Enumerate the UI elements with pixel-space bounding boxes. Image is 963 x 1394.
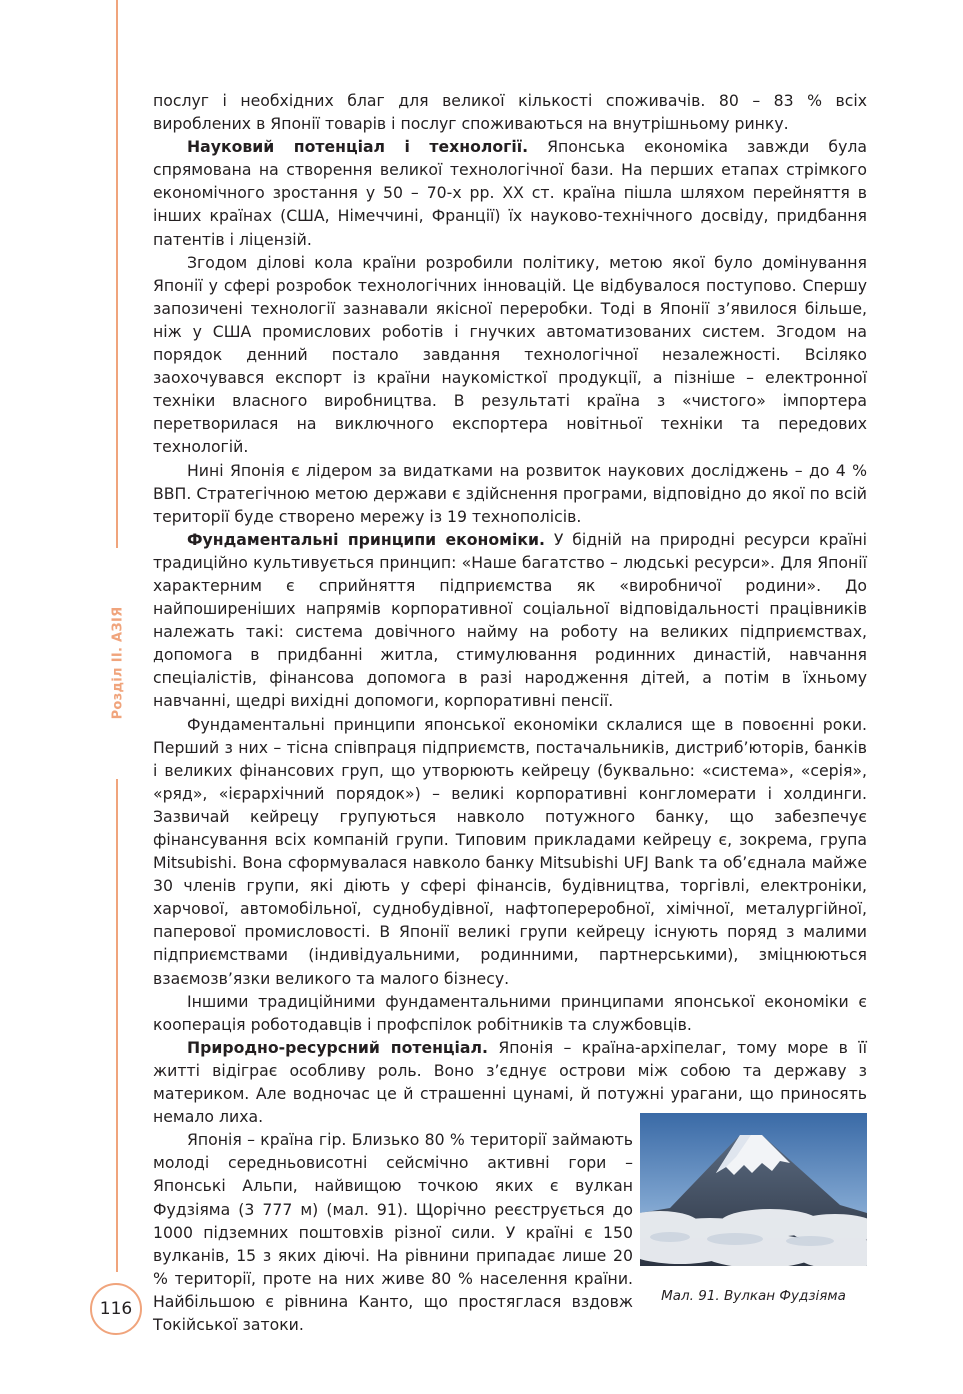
paragraph: Фундаментальні принципи японської економіки склалися ще в повоєнні роки. Перший з них – тісна співпраця підприємств, постачальників, дистриб’юторів, банків і великих фінансових груп, що утворюють кейрецу (буквально: «система», «серія», «ряд», «ієрархічний порядок») – великі корпоративні конгломерати і холдинги. Зазвичай кейрецу групуються навколо потужного банку, що забезпечує фінансування всіх компаній групи. Типовим прикладами кейрецу є, зокрема, група Mitsubishi. Вона сформувалася навколо банку Mitsubishi UFJ Bank та об’єднала майже 30 членів групи, які діють у сфері фінансів, будівництва, торгівлі, електроніки, харчової, автомобільної, суднобудівної, нафтопереробної, хімічної, металургійної, паперової промисловості. В Японії великі групи кейрецу існують поряд з малими підприємствами (індивідуальними, родинними, партнерськими), зміцнюються взаємозв’язки великого та малого бізнесу. (153, 714, 867, 988)
sidebar-rule-top (116, 0, 118, 548)
paragraph: Природно-ресурсний потенціал. Японія – країна-архіпелаг, тому море в її житті відіграє особливу роль. Воно з’єднує острови між собою та державу з материком. Але водночас це й страшенні цунамі, й потужні урагани, що приносять немало лиха. (153, 1037, 868, 1127)
paragraph: Іншими традиційними фундаментальними принципами японської економіки є кооперація роботодавців і профспілок робітників та службовців. (153, 991, 867, 1034)
paragraph-heading: Природно-ресурсний потенціал. (187, 1037, 488, 1057)
paragraph: Фундаментальні принципи економіки. У бідній на природні ресурси країні традиційно культивується принцип: «Наше багатство – людські ресурси». Для Японії характерним є сприйняття підприємства як «виробничої родини». До найпоширеніших напрямів корпоративної соціальної відповідальності працівників належать такі: система довічного найму на роботу на великих підприємствах, допомога в придбанні житла, стимулювання родинних династій, навчання спеціалістів, фінансова допомога в разі народження дітей, а потім в їхньому навчанні, щедрі вихідні допомоги, корпоративні пенсії. (153, 529, 867, 711)
paragraph: Нині Японія є лідером за видатками на розвиток наукових досліджень – до 4 % ВВП. Стратегічною метою держави є здійснення програми, відповідно до якої по всій території буде створено мережу із 19 технополісів. (153, 460, 867, 526)
paragraph: Японія – країна гір. Близько 80 % території займають молоді середньовисотні сейсмічно активні гори – Японські Альпи, найвищою точкою яких є вулкан Фудзіяма (3 777 м) (мал. 91). Щорічно реєструється до 1000 підземних поштовхів різної сили. У країні є 150 вулканів, 15 з яких діючі. На рівнини припадає лише 20 % території, проте на них живе 80 % населення країни. Найбільшою є рівнина Канто, що простяглася вздовж Токійської затоки. (153, 1130, 633, 1334)
page-number: 116 (90, 1283, 142, 1335)
paragraph: послуг і необхідних благ для великої кількості споживачів. 80 – 83 % всіх вироблених в Японії товарів і послуг споживаються на внутрішньому ринку. (153, 91, 867, 134)
paragraph-heading: Фундаментальні принципи економіки. (187, 529, 545, 549)
paragraph: Науковий потенціал і технології. Японська економіка завжди була спрямована на створення великої технологічної бази. На перших етапах стрімкого економічного зростання у 50 – 70-х рр. XX ст. країна пішла шляхом перейняття в інших країнах (США, Німеччині, Франції) їх науково-технічного досвіду, придбання патентів і ліцензій. (153, 137, 867, 249)
paragraph-heading: Науковий потенціал і технології. (187, 137, 529, 157)
paragraph: Згодом ділові кола країни розробили політику, метою якої було домінування Японії у сфері розробок технологічних інновацій. Це відбувалося поступово. Спершу запозичені технології зазнавали якісної переробки. Тоді в Японії з’явилося більше, ніж у США промислових роботів і гнучких автоматизованих систем. Згодом на порядок денний постало завдання технологічної незалежності. Всіляко заохочувався експорт із країни наукомісткої продукції, а пізніше – електронної техніки власного виробництва. В результаті країна з «чистого» імпортера перетворилася на виключного експортера новітньої техніки та передових технологій. (153, 252, 867, 457)
sidebar-rule-bottom (116, 779, 118, 1272)
figure-caption: Мал. 91. Вулкан Фудзіяма (661, 1288, 846, 1304)
fuji-photo (640, 1113, 867, 1266)
section-label: Розділ II. АЗІЯ (110, 606, 126, 720)
